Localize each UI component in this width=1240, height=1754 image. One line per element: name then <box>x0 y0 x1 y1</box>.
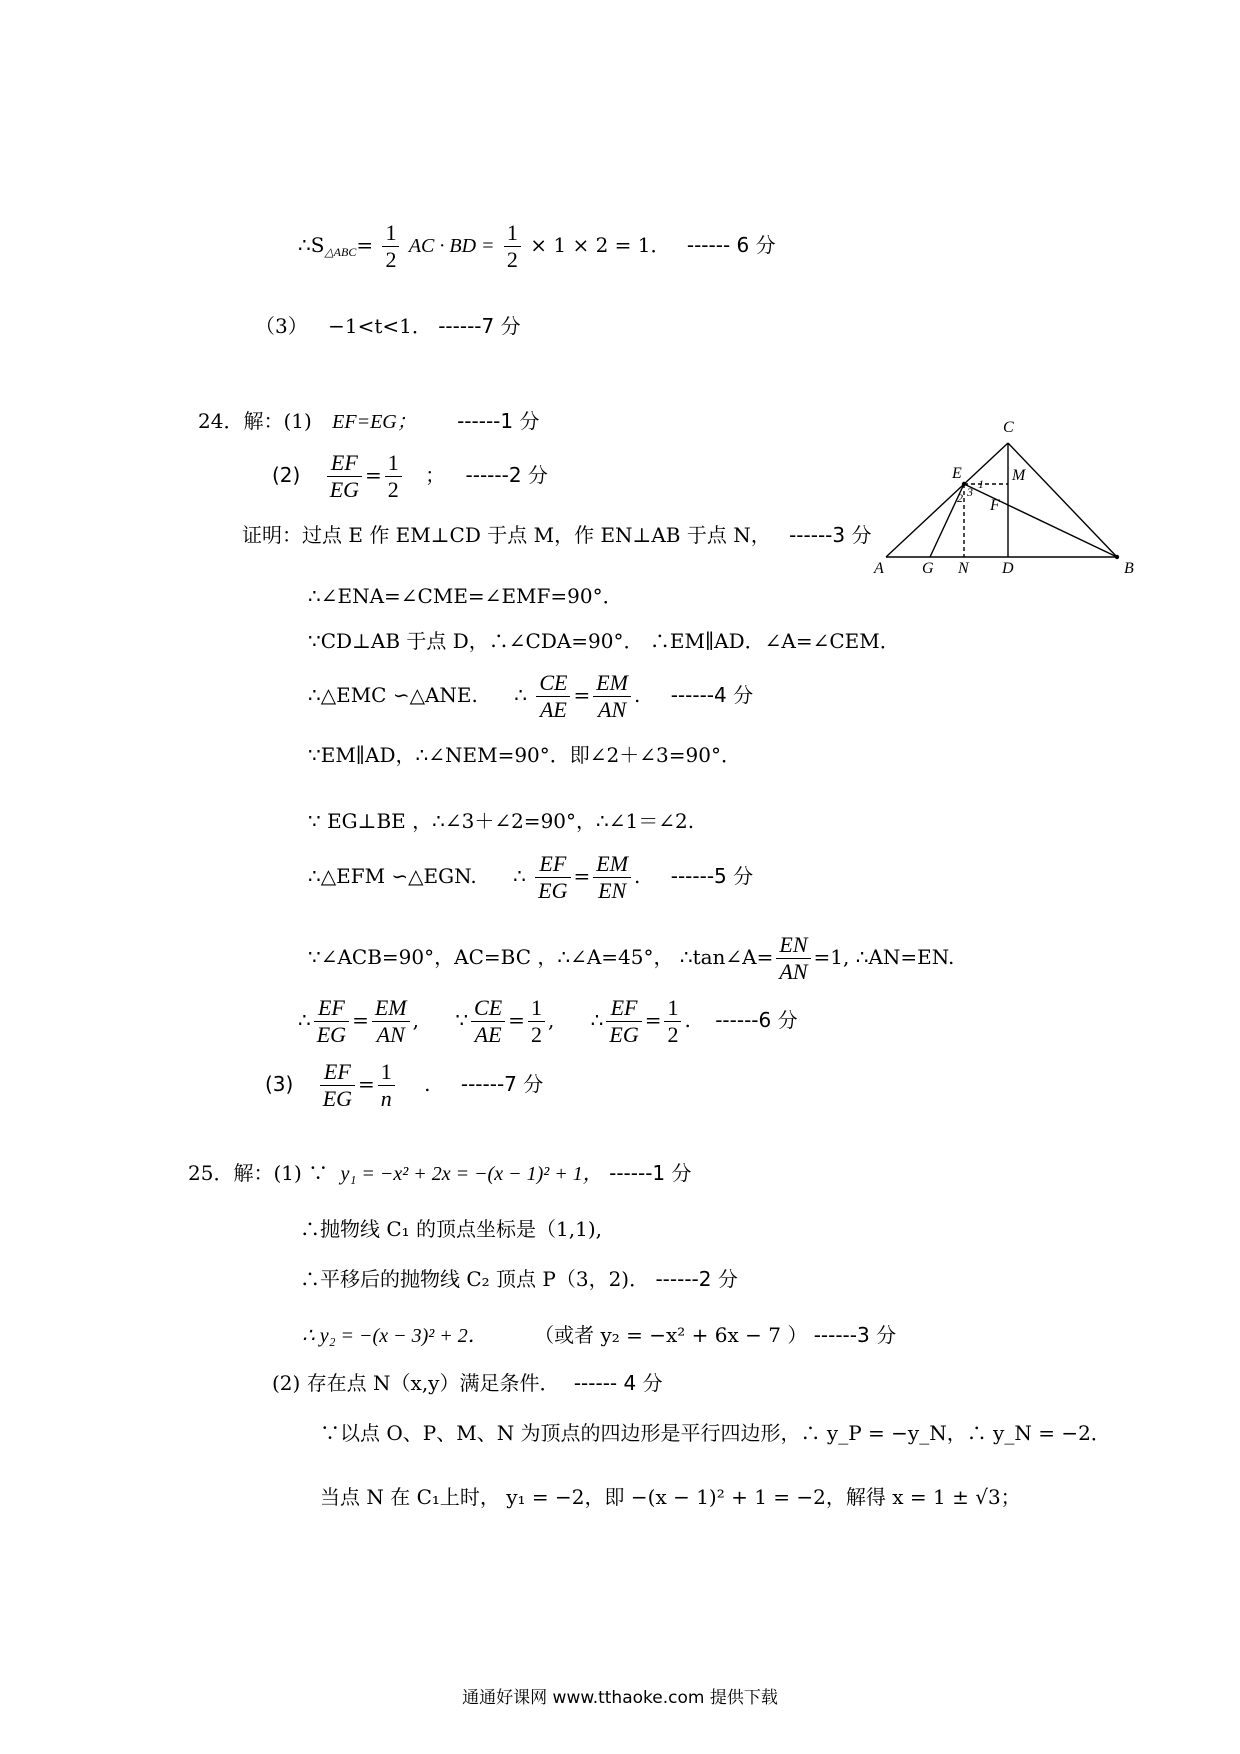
page-footer: 通通好课网 www.tthaoke.com 提供下载 <box>462 1688 778 1708</box>
label-B: B <box>1124 560 1134 577</box>
q25-line4 <box>302 1322 896 1349</box>
text: ∵以点 O、P、M、N 为顶点的四边形是平行四边形，∴ y_P = −y_N，∴ y_N = −2． <box>320 1421 1111 1445</box>
q23-part3 <box>255 313 521 339</box>
q24-line2 <box>308 628 900 654</box>
text: ∴平移后的抛物线 C₂ 顶点 P（3，2)． <box>300 1267 650 1291</box>
label-G: G <box>922 560 934 577</box>
fraction: $\frac{1}{2}$ <box>504 220 521 273</box>
text: 证明：过点 E 作 EM⊥CD 于点 M，作 EN⊥AB 于点 N， <box>242 523 771 547</box>
score: ------5 分 <box>670 864 754 888</box>
q24-line1 <box>308 583 623 609</box>
score: ------3 分 <box>813 1323 897 1347</box>
label: (2) <box>272 463 301 487</box>
q24-part3: (3) $\frac{EF}{EG}$ = $\frac{1}{n}$ . ------7 分 <box>265 1059 544 1111</box>
text: = <box>356 233 374 257</box>
fraction: $\frac{EF}{EG}$ <box>320 1059 355 1112</box>
fraction: $\frac{1}{2}$ <box>664 995 681 1048</box>
fraction: $\frac{CE}{AE}$ <box>536 670 570 723</box>
text: ∴△EFM ∽△EGN. <box>308 864 477 888</box>
text: ∴ <box>298 1008 311 1032</box>
score: ------7 分 <box>438 314 521 338</box>
fraction: $\frac{EF}{EG}$ <box>314 995 349 1048</box>
label-E: E <box>952 465 962 482</box>
q24-line6: ∴△EFM ∽△EGN. ∴ $\frac{EF}{EG}$ = $\frac{EM}{EN}$ . ------5 分 <box>308 851 754 903</box>
q24-line5 <box>308 808 694 834</box>
fraction: $\frac{1}{2}$ <box>382 220 399 273</box>
q25-part2 <box>272 1370 663 1396</box>
text: ； <box>425 463 446 487</box>
text: ∴△EMC ∽△ANE. <box>308 683 478 707</box>
fraction: $\frac{1}{n}$ <box>378 1059 395 1112</box>
angle-2: 2 <box>957 491 963 505</box>
text: EF=EG； <box>332 411 417 433</box>
angle-1: 1 <box>978 477 984 491</box>
q24-part1 <box>198 408 539 435</box>
equation: （或者 y₂ = −x² + 6x − 7 ） <box>534 1323 808 1347</box>
fraction: $\frac{EF}{EG}$ <box>606 995 641 1048</box>
q25-line6 <box>320 1484 1021 1510</box>
q25-part1 <box>188 1160 692 1187</box>
q24-line4 <box>308 742 741 768</box>
label: （3） <box>255 314 308 338</box>
subscript: △ABC <box>324 245 357 259</box>
q24-part2: (2) $\frac{EF}{EG}$ = $\frac{1}{2}$ ； ------2 分 <box>272 450 548 502</box>
q24-line7 <box>308 932 954 985</box>
text: ∴ <box>590 1008 604 1032</box>
equation: y₁ = −x² + 2x = −(x − 1)² + 1， <box>340 1163 603 1185</box>
q25-line2 <box>300 1216 602 1242</box>
text: 当点 N 在 C₁上时， y₁ = −2，即 −(x − 1)² + 1 = −2，解得 x = 1 ± √3； <box>320 1485 1021 1509</box>
score: ------ 6 分 <box>686 233 776 257</box>
score: ------1 分 <box>609 1161 692 1185</box>
text: ∴S <box>298 233 325 257</box>
angle-3: 3 <box>967 485 973 499</box>
text: ∴ <box>514 683 527 707</box>
label: (3) <box>265 1072 294 1096</box>
fraction: $\frac{1}{2}$ <box>385 450 402 503</box>
text: . <box>424 1072 431 1096</box>
text: (2) 存在点 N（x,y）满足条件． <box>272 1371 560 1395</box>
text: ∵ EG⊥BE ，∴∠3＋∠2=90°，∴∠1＝∠2. <box>308 809 695 833</box>
fraction: $\frac{CE}{AE}$ <box>471 995 505 1048</box>
score: ------4 分 <box>670 683 754 707</box>
fraction: $\frac{EF}{EG}$ <box>535 851 570 904</box>
fraction: $\frac{EF}{EG}$ <box>327 450 362 503</box>
label-C: C <box>1003 419 1014 436</box>
fraction: $\frac{EM}{EN}$ <box>593 851 631 904</box>
score: ------2 分 <box>465 463 548 487</box>
text: ∵∠ACB=90°，AC=BC ，∴∠A=45°， ∴tan∠A= <box>308 945 774 969</box>
question-number: 24．解：(1) <box>198 409 312 433</box>
label-N: N <box>958 560 969 577</box>
text: ∴抛物线 C₁ 的顶点坐标是（1,1), <box>300 1217 603 1241</box>
label-D: D <box>1002 560 1014 577</box>
label-M: M <box>1012 467 1026 484</box>
text: ∵EM∥AD，∴∠NEM=90°．即∠2＋∠3=90°． <box>308 743 741 767</box>
text: ∵ <box>455 1008 469 1032</box>
q24-proof-intro <box>242 522 871 548</box>
label-F: F <box>990 497 1000 514</box>
equation: ∴ y₂ = −(x − 3)² + 2． <box>302 1325 488 1347</box>
score: ------2 分 <box>655 1267 738 1291</box>
q24-line8: ∴ $\frac{EF}{EG}$ = $\frac{EM}{AN}$ , ∵ $\frac{CE}{AE}$ = $\frac{1}{2}$ , ∴ $\frac{EF}{EG}$ = $\frac{1}{2}$ . ------6 分 <box>298 995 798 1047</box>
q25-line3 <box>300 1266 738 1292</box>
text: ∵CD⊥AB 于点 D，∴∠CDA=90°． ∴EM∥AD．∠A=∠CEM． <box>308 629 900 653</box>
score: ------1 分 <box>457 409 540 433</box>
text: AC · BD = <box>408 235 495 257</box>
geometry-figure <box>870 410 1150 585</box>
question-number: 25．解：(1) ∵ <box>188 1161 329 1185</box>
label-A: A <box>874 560 884 577</box>
q25-line5 <box>320 1420 1111 1446</box>
fraction: $\frac{EM}{AN}$ <box>593 670 631 723</box>
score: ------7 分 <box>460 1072 544 1096</box>
text: × 1 × 2 = 1． <box>530 233 671 257</box>
text: =1, ∴AN=EN. <box>813 945 955 969</box>
score: ------6 分 <box>715 1008 798 1032</box>
score: ------ 4 分 <box>573 1371 663 1395</box>
text: ∴∠ENA=∠CME=∠EMF=90°． <box>308 584 623 608</box>
score: ------3 分 <box>789 523 872 547</box>
fraction: $\frac{1}{2}$ <box>528 995 545 1048</box>
text: ∴ <box>513 864 526 888</box>
fraction: $\frac{EN}{AN}$ <box>776 932 810 985</box>
fraction: $\frac{EM}{AN}$ <box>372 995 410 1048</box>
q23-area-line <box>298 220 776 273</box>
q24-line3: ∴△EMC ∽△ANE. ∴ $\frac{CE}{AE}$ = $\frac{EM}{AN}$ . ------4 分 <box>308 670 754 722</box>
text: −1<t<1． <box>328 314 432 338</box>
